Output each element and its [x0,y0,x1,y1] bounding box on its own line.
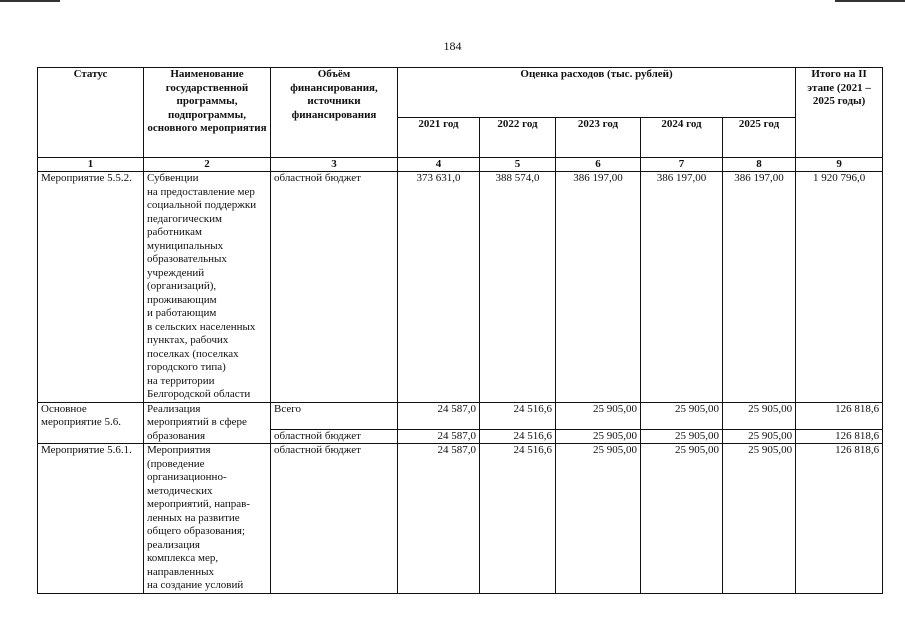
column-number: 7 [641,158,723,172]
header-estimate: Оценка расходов (тыс. рублей) [398,68,796,118]
column-number: 6 [556,158,641,172]
header-volume: Объём финансирования, источники финансирования [271,68,398,158]
column-number: 3 [271,158,398,172]
budget-table [37,67,883,594]
row-value-2024: 386 197,00 [641,172,723,403]
column-number: 8 [723,158,796,172]
row-total: 1 920 796,0 [796,172,883,403]
header-total: Итого на II этапе (2021 – 2025 годы) [796,68,883,158]
column-number: 1 [38,158,144,172]
header-year-2025: 2025 год [723,118,796,158]
row-status: Мероприятие 5.5.2. [38,172,144,403]
row-value-2023: 386 197,00 [556,172,641,403]
row-source: Всего [271,402,398,429]
scan-edge-top-left [0,0,60,2]
row-total: 126 818,6 [796,444,883,594]
header-year-2024: 2024 год [641,118,723,158]
table-row [38,172,883,403]
row-source: областной бюджет [271,172,398,403]
column-number: 5 [480,158,556,172]
row-value-2023: 25 905,00 [556,402,641,429]
row-name: Реализация мероприятий в сфере образования [144,402,271,444]
row-status: Основное мероприятие 5.6. [38,402,144,444]
table-row [38,402,883,429]
row-value-2022: 24 516,6 [480,444,556,594]
column-number: 2 [144,158,271,172]
scan-edge-top-right [835,0,905,2]
column-number-row [38,158,883,172]
row-name: Мероприятия (проведение организационно- методических мероприятий, направ- ленных на развитие общего образования; реализация комплекса мер, направленных на создание условий [144,444,271,594]
page-number: 184 [443,39,462,53]
row-source: областной бюджет [271,444,398,594]
row-value-2022: 24 516,6 [480,429,556,444]
row-value-2021: 24 587,0 [398,444,480,594]
row-value-2021: 24 587,0 [398,402,480,429]
row-status: Мероприятие 5.6.1. [38,444,144,594]
row-value-2022: 24 516,6 [480,402,556,429]
row-value-2025: 25 905,00 [723,402,796,429]
row-total: 126 818,6 [796,402,883,429]
header-name: Наименование государственной программы, подпрограммы, основного мероприятия [144,68,271,158]
row-value-2025: 386 197,00 [723,172,796,403]
row-name: Субвенции на предоставление мер социальной поддержки педагогическим работникам муниципальных образовательных учреждений (организаций), проживающим и работающим в сельских населенных пунктах, рабочих поселках (поселках городского типа) на территории Белгородской области [144,172,271,403]
column-number: 9 [796,158,883,172]
header-status: Статус [38,68,144,158]
row-value-2024: 25 905,00 [641,429,723,444]
row-value-2025: 25 905,00 [723,444,796,594]
row-value-2024: 25 905,00 [641,402,723,429]
header-year-2023: 2023 год [556,118,641,158]
row-source: областной бюджет [271,429,398,444]
row-value-2021: 373 631,0 [398,172,480,403]
row-total: 126 818,6 [796,429,883,444]
header-year-2021: 2021 год [398,118,480,158]
row-value-2023: 25 905,00 [556,429,641,444]
table-row [38,444,883,594]
row-value-2021: 24 587,0 [398,429,480,444]
row-value-2024: 25 905,00 [641,444,723,594]
row-value-2023: 25 905,00 [556,444,641,594]
column-number: 4 [398,158,480,172]
row-value-2022: 388 574,0 [480,172,556,403]
header-year-2022: 2022 год [480,118,556,158]
row-value-2025: 25 905,00 [723,429,796,444]
